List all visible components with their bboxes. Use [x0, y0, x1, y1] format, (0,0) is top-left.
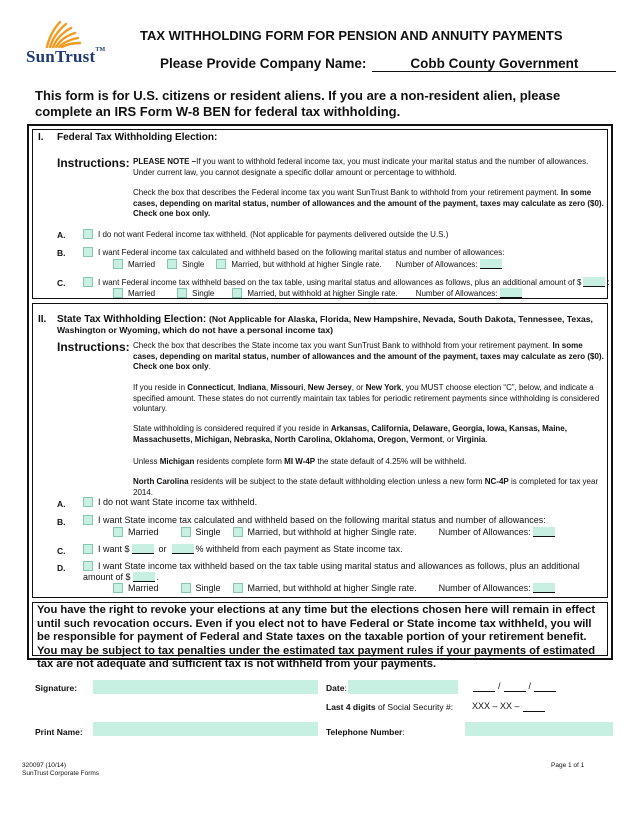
- date-slashes: / /: [470, 680, 559, 692]
- federal-option-b: I want Federal income tax calculated and withheld based on the following marital status and number of allowances:: [83, 247, 504, 257]
- federal-instructions: Check the box that describes the Federal income tax you want SunTrust Bank to withhold from your retirement payment. In some cases, depending on marital status, number of allowances and the amount of the payment, taxes may calculate as zero ($0). Check one box only.: [133, 188, 604, 218]
- brand-wordmark: SunTrust™: [26, 47, 106, 66]
- state-b-higher-checkbox[interactable]: [233, 527, 243, 537]
- federal-b-married-checkbox[interactable]: [113, 259, 123, 269]
- form-title: TAX WITHHOLDING FORM FOR PENSION AND ANNUITY PAYMENTS: [140, 28, 563, 43]
- date-day-field[interactable]: [504, 680, 526, 692]
- state-d-married-checkbox[interactable]: [113, 583, 123, 593]
- federal-c-allowances-field[interactable]: [500, 288, 522, 298]
- state-c-dollar-field[interactable]: [132, 544, 154, 554]
- federal-section: [32, 129, 608, 299]
- option-b-letter: B.: [57, 248, 66, 258]
- state-d-allowances-field[interactable]: [533, 583, 555, 593]
- revocation-rights-notice: You have the right to revoke your elections at any time but the elections chosen here will remain in effect until such revocation occurs. Even if you elect not to have Federal or State income tax withheld, you will be responsible for payment of Federal and State taxes on the taxable portion of your retirement benefit. You may be subject to tax penalties under the estimated tax payment rules if your payments of estimated tax are not adequate and sufficient tax is not withheld from your payments.: [32, 602, 608, 656]
- state-opt-a-checkbox[interactable]: [83, 497, 93, 507]
- date-year-field[interactable]: [534, 680, 556, 692]
- federal-b-allowances-field[interactable]: [480, 259, 502, 269]
- option-d-letter: D.: [57, 563, 66, 573]
- ssn-row: XXX – XX –: [472, 700, 548, 712]
- north-carolina-note: North Carolina residents will be subject to the state default withholding election unless a new form NC-4P is completed for tax year 2014.: [133, 477, 599, 497]
- state-option-b: I want State income tax calculated and withheld based on the following marital status and number of allowances:: [83, 515, 546, 525]
- option-a-letter: A.: [57, 499, 66, 509]
- company-name-row: [160, 56, 616, 72]
- company-name-field[interactable]: Cobb County Government: [372, 56, 616, 72]
- federal-c-amount-field[interactable]: [583, 277, 605, 287]
- state-b-single-checkbox[interactable]: [181, 527, 191, 537]
- option-c-letter: C.: [57, 546, 66, 556]
- state-b-allowances-field[interactable]: [533, 527, 555, 537]
- non-resident-notice: This form is for U.S. citizens or resident aliens. If you are a non-resident alien, please complete an IRS Form W-8 BEN for federal tax withholding.: [35, 88, 561, 119]
- federal-c-status-row: Married Single Married, but withhold at higher Single rate. Number of Allowances:: [113, 288, 524, 298]
- federal-c-married-checkbox[interactable]: [113, 288, 123, 298]
- section-number: I.: [38, 132, 44, 143]
- option-b-letter: B.: [57, 517, 66, 527]
- state-c-percent-field[interactable]: [172, 544, 194, 554]
- option-a-letter: A.: [57, 230, 66, 240]
- state-option-a: I do not want State income tax withheld.: [83, 497, 257, 507]
- page-number: Page 1 of 1: [551, 762, 585, 769]
- federal-opt-a-checkbox[interactable]: [83, 229, 93, 239]
- option-c-letter: C.: [57, 278, 66, 288]
- state-opt-b-checkbox[interactable]: [83, 515, 93, 525]
- state-b-status-row: Married Single Married, but withhold at higher Single rate. Number of Allowances:: [113, 527, 557, 537]
- state-option-c: I want $ or % withheld from each payment as State income tax.: [83, 544, 403, 554]
- suntrust-logo: [22, 20, 122, 70]
- federal-note: PLEASE NOTE –If you want to withhold federal income tax, you must indicate your marital status and the number of allowances. Under current law, you cannot designate a specific dollar amount or percentage to withhold.: [133, 157, 589, 177]
- michigan-note: Unless Michigan residents complete form MI W-4P the state default of 4.25% will be withheld.: [133, 457, 467, 466]
- federal-b-higher-checkbox[interactable]: [216, 259, 226, 269]
- voluntary-states-note: If you reside in Connecticut, Indiana, Missouri, New Jersey, or New York, you MUST choose election “C”, below, and indicate a specified amount. These states do not currently maintain tax tables for periodic retirement payments since withholding is considered voluntary.: [133, 383, 600, 413]
- telephone-field[interactable]: [465, 722, 613, 736]
- federal-option-c: I want Federal income tax withheld based on the tax table, using marital status and allowances as follows, plus an additional amount of $ :: [83, 277, 610, 287]
- required-states-note: State withholding is considered required if you reside in Arkansas, California, Delaware, Georgia, Iowa, Kansas, Maine, Massachusetts, Michigan, Nebraska, North Carolina, Oklahoma, Oregon, Vermont, or Virginia.: [133, 424, 567, 444]
- form-frame: [27, 124, 613, 670]
- state-d-status-row: Married Single Married, but withhold at higher Single rate. Number of Allowances:: [113, 583, 557, 593]
- state-b-married-checkbox[interactable]: [113, 527, 123, 537]
- signature-field[interactable]: [93, 680, 318, 694]
- section-heading: State Tax Withholding Election: (Not Applicable for Alaska, Florida, New Hampshire, Nevada, South Dakota, Tennessee, Texas, Washington or Wyoming, which do not have a personal income tax): [57, 314, 593, 335]
- federal-c-single-checkbox[interactable]: [177, 288, 187, 298]
- federal-opt-c-checkbox[interactable]: [83, 277, 93, 287]
- date-field[interactable]: [348, 680, 458, 694]
- state-d-amount-field[interactable]: [133, 572, 155, 582]
- federal-option-a: I do not want Federal income tax withheld. (Not applicable for payments delivered outside the U.S.): [83, 229, 448, 239]
- section-number: II.: [38, 314, 47, 325]
- date-month-field[interactable]: [473, 680, 495, 692]
- state-opt-d-checkbox[interactable]: [83, 561, 93, 571]
- state-option-d: I want State income tax withheld based on the tax table using marital status and allowances as follows, plus an additional: [83, 561, 580, 571]
- state-d-single-checkbox[interactable]: [181, 583, 191, 593]
- federal-c-higher-checkbox[interactable]: [232, 288, 242, 298]
- ssn-label: Last 4 digits of Social Security #:: [326, 702, 454, 712]
- ssn-last4-field[interactable]: [523, 700, 545, 712]
- state-d-amount-row: amount of $ .: [83, 572, 160, 582]
- instructions-label: Instructions:: [57, 156, 130, 170]
- form-code: 320097 (10/14) SunTrust Corporate Forms: [22, 762, 100, 777]
- company-name-label: Please Provide Company Name:: [160, 56, 367, 71]
- print-name-field[interactable]: [93, 722, 318, 736]
- federal-b-single-checkbox[interactable]: [167, 259, 177, 269]
- date-label: Date:: [326, 683, 347, 693]
- state-d-higher-checkbox[interactable]: [233, 583, 243, 593]
- sunburst-icon: [40, 20, 84, 48]
- federal-opt-b-checkbox[interactable]: [83, 247, 93, 257]
- print-name-label: Print Name:: [35, 727, 83, 737]
- state-opt-c-checkbox[interactable]: [83, 544, 93, 554]
- instructions-label: Instructions:: [57, 340, 130, 354]
- signature-label: Signature:: [35, 683, 78, 693]
- section-heading: Federal Tax Withholding Election:: [57, 132, 218, 143]
- telephone-label: Telephone Number:: [326, 727, 405, 737]
- federal-b-status-row: Married Single Married, but withhold at higher Single rate. Number of Allowances:: [113, 259, 504, 269]
- state-section: [32, 303, 608, 598]
- state-instructions: Check the box that describes the State income tax you want SunTrust Bank to withhold from your retirement payment. In some cases, depending on marital status, number of allowances and the amount of the payment, taxes may calculate as zero ($0). Check one box only.: [133, 341, 604, 371]
